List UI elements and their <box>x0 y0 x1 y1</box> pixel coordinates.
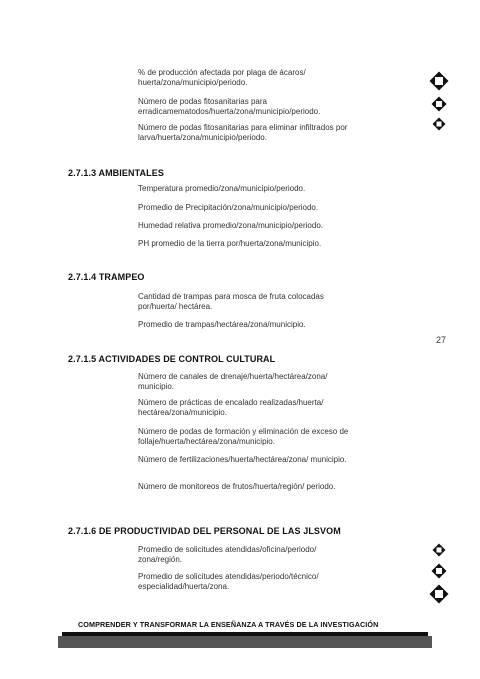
indicator-text: Humedad relativa promedio/zona/municipio/periodo. <box>138 221 323 230</box>
section-heading: 2.7.1.5 ACTIVIDADES DE CONTROL CULTURAL <box>68 354 276 364</box>
indicator-text: PH promedio de la tierra por/huerta/zona/municipio. <box>138 239 322 248</box>
indicator-text: Promedio de trampas/hectárea/zona/municipio. <box>138 320 306 329</box>
indicator-text: Promedio de solicitudes atendidas/periodo/técnico/ especialidad/huerta/zona. <box>138 572 319 591</box>
footer-band <box>58 636 432 648</box>
diamond-marker-icon <box>432 543 446 557</box>
indicator-text: Promedio de solicitudes atendidas/oficina/periodo/ zona/región. <box>138 545 317 564</box>
indicator-text: Número de podas fitosanitarias para eliminar infiltrados por larva/huerta/zona/municipio/periodo. <box>138 123 348 142</box>
page-number: 27 <box>436 335 447 345</box>
diamond-marker-icon <box>431 96 447 112</box>
diamond-marker-icon <box>429 71 449 91</box>
indicator-text: Número de podas de formación y eliminación de exceso de follaje/huerta/hectárea/zona/municipio. <box>138 427 349 446</box>
indicator-text: Número de podas fitosanitarias para erradicamematodos/huerta/zona/municipio/periodo. <box>138 97 321 116</box>
section-heading: 2.7.1.6 DE PRODUCTIVIDAD DEL PERSONAL DE LAS JLSVOM <box>68 526 341 536</box>
indicator-text: % de producción afectada por plaga de ácaros/ huerta/zona/municipio/periodo. <box>138 68 306 87</box>
indicator-text: Número de fertilizaciones/huerta/hectárea/zona/ municipio. <box>138 455 347 464</box>
indicator-text: Cantidad de trampas para mosca de fruta colocadas por/huerta/ hectárea. <box>138 292 324 311</box>
diamond-marker-icon <box>429 584 449 604</box>
indicator-text: Temperatura promedio/zona/municipio/periodo. <box>138 184 306 193</box>
indicator-text: Número de canales de drenaje/huerta/hectárea/zona/ municipio. <box>138 372 328 391</box>
indicator-text: Número de prácticas de encalado realizadas/huerta/ hectárea/zona/municipio. <box>138 398 324 417</box>
section-heading: 2.7.1.4 TRAMPEO <box>68 272 145 282</box>
indicator-text: Número de monitoreos de frutos/huerta/región/ periodo. <box>138 482 336 491</box>
diamond-marker-icon <box>432 117 446 131</box>
diamond-marker-icon <box>431 563 447 579</box>
section-heading: 2.7.1.3 AMBIENTALES <box>68 168 164 178</box>
indicator-text: Promedio de Precipitación/zona/municipio/periodo. <box>138 203 319 212</box>
footer-text: COMPRENDER Y TRANSFORMAR LA ENSEÑANZA A TRAVÉS DE LA INVESTIGACIÓN <box>78 620 379 629</box>
